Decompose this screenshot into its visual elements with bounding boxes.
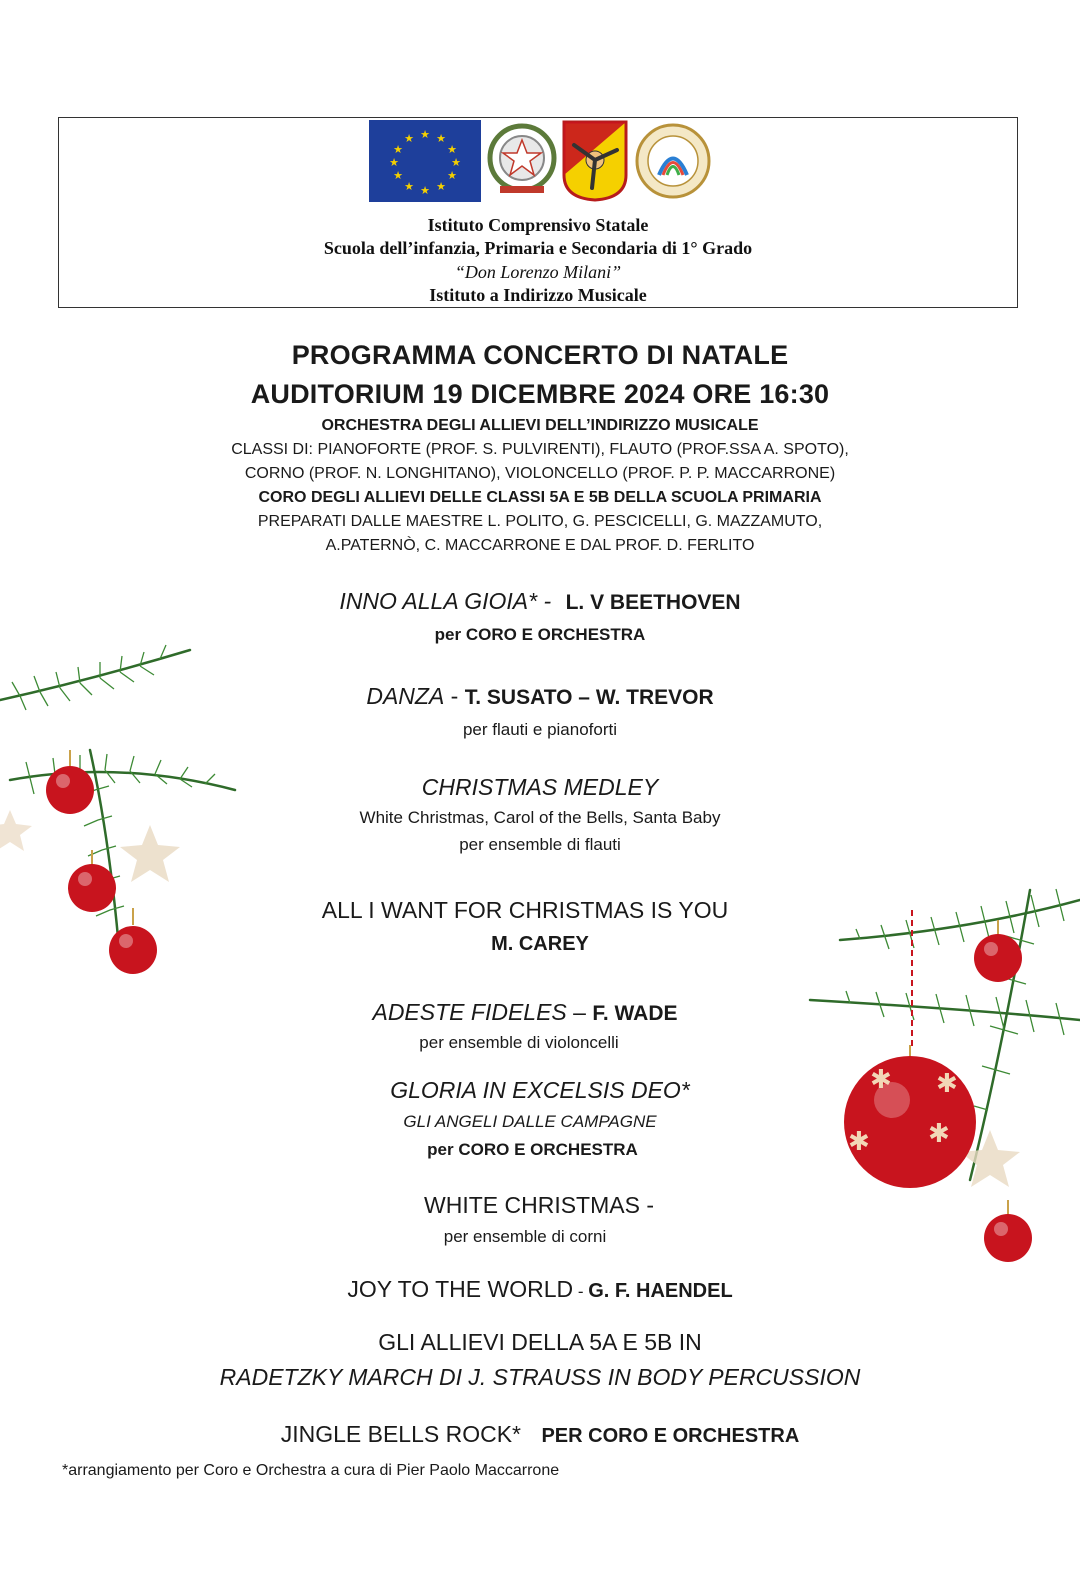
piece-title: INNO ALLA GIOIA* - <box>339 588 552 614</box>
italian-republic-emblem-logo <box>486 120 558 202</box>
piece-title: ADESTE FIDELES <box>372 999 567 1025</box>
event-date-time: AUDITORIUM 19 DICEMBRE 2024 ORE 16:30 <box>250 379 830 409</box>
program-item-7-note: per ensemble di corni <box>443 1227 607 1246</box>
orchestra-classes-line-1: CLASSI DI: PIANOFORTE (PROF. S. PULVIRENTI), FLAUTO (PROF.SSA A. SPOTO), <box>231 441 849 458</box>
svg-text:✱: ✱ <box>848 1127 870 1157</box>
program-item-9-line-1: GLI ALLIEVI DELLA 5A E 5B IN <box>378 1329 702 1355</box>
svg-text:✱: ✱ <box>936 1069 958 1099</box>
separator: – <box>566 999 593 1025</box>
choir-teachers-line-1: PREPARATI DALLE MAESTRE L. POLITO, G. PESCICELLI, G. MAZZAMUTO, <box>257 513 823 530</box>
svg-text:★: ★ <box>404 181 414 193</box>
program-item-8 <box>0 1276 1080 1303</box>
program-item-2 <box>0 683 1080 710</box>
svg-text:★: ★ <box>420 129 430 141</box>
svg-text:★: ★ <box>420 185 430 197</box>
piece-title: JOY TO THE WORLD <box>347 1276 574 1302</box>
svg-text:★: ★ <box>389 157 399 169</box>
separator: - <box>444 683 465 709</box>
orchestra-classes-line-2: CORNO (PROF. N. LONGHITANO), VIOLONCELLO (PROF. P. P. MACCARRONE) <box>244 465 836 482</box>
composer: G. F. HAENDEL <box>588 1280 733 1302</box>
program-item-3-title: CHRISTMAS MEDLEY <box>421 774 659 800</box>
institution-line-1: Istituto Comprensivo Statale <box>427 215 649 235</box>
piece-title: DANZA <box>366 683 445 709</box>
svg-text:★: ★ <box>447 144 457 156</box>
sicily-region-logo <box>562 120 628 202</box>
choir-heading: CORO DEGLI ALLIEVI DELLE CLASSI 5A E 5B DELLA SCUOLA PRIMARIA <box>258 489 822 506</box>
program-item-6-note: per CORO E ORCHESTRA <box>427 1140 638 1159</box>
institution-header <box>58 117 1018 308</box>
program-item-1-note: per CORO E ORCHESTRA <box>434 625 646 644</box>
program-item-5 <box>0 999 1080 1026</box>
program-item-9-line-2: RADETZKY MARCH DI J. STRAUSS IN BODY PERCUSSION <box>219 1364 861 1390</box>
eu-flag-logo <box>369 120 481 202</box>
program-item-6-title: GLORIA IN EXCELSIS DEO* <box>390 1077 690 1103</box>
institution-line-2: Scuola dell’infanzia, Primaria e Secondaria di 1° Grado <box>323 238 753 258</box>
orchestra-heading: ORCHESTRA DEGLI ALLIEVI DELL’INDIRIZZO MUSICALE <box>321 417 759 434</box>
program-item-4-title: ALL I WANT FOR CHRISTMAS IS YOU <box>321 897 729 923</box>
svg-text:★: ★ <box>451 157 461 169</box>
school-seal-logo <box>633 120 713 202</box>
svg-text:★: ★ <box>447 170 457 182</box>
svg-text:★: ★ <box>436 181 446 193</box>
program-item-3-songs: White Christmas, Carol of the Bells, Santa Baby <box>359 808 721 827</box>
program-item-4-composer: M. CAREY <box>491 933 589 955</box>
program-item-3-note: per ensemble di flauti <box>459 835 621 854</box>
program-item-7-title: WHITE CHRISTMAS - <box>424 1192 654 1218</box>
institution-line-4: Istituto a Indirizzo Musicale <box>429 285 647 305</box>
svg-text:✱: ✱ <box>870 1065 892 1095</box>
program-title: PROGRAMMA CONCERTO DI NATALE <box>291 340 789 370</box>
program-item-10 <box>0 1421 1080 1448</box>
composer: F. WADE <box>592 1002 678 1025</box>
choir-teachers-line-2: A.PATERNÒ, C. MACCARRONE E DAL PROF. D. FERLITO <box>325 537 755 554</box>
composer: T. SUSATO – W. TREVOR <box>464 686 714 709</box>
svg-text:★: ★ <box>404 133 414 145</box>
program-item-5-note: per ensemble di violoncelli <box>419 1033 619 1052</box>
svg-text:✱: ✱ <box>928 1119 950 1149</box>
composer: L. V BEETHOVEN <box>565 591 741 614</box>
program-item-2-note: per flauti e pianoforti <box>462 720 618 739</box>
svg-text:★: ★ <box>436 133 446 145</box>
piece-title: JINGLE BELLS ROCK* <box>280 1421 522 1447</box>
svg-text:★: ★ <box>393 170 403 182</box>
svg-text:★: ★ <box>393 144 403 156</box>
school-name: “Don Lorenzo Milani” <box>454 262 622 282</box>
program-item-1 <box>0 588 1080 615</box>
piece-note: PER CORO E ORCHESTRA <box>541 1425 800 1447</box>
separator: - <box>573 1282 589 1301</box>
arrangement-footnote: *arrangiamento per Coro e Orchestra a cura di Pier Paolo Maccarrone <box>62 1462 560 1479</box>
program-item-6-subtitle: GLI ANGELI DALLE CAMPAGNE <box>403 1112 657 1131</box>
